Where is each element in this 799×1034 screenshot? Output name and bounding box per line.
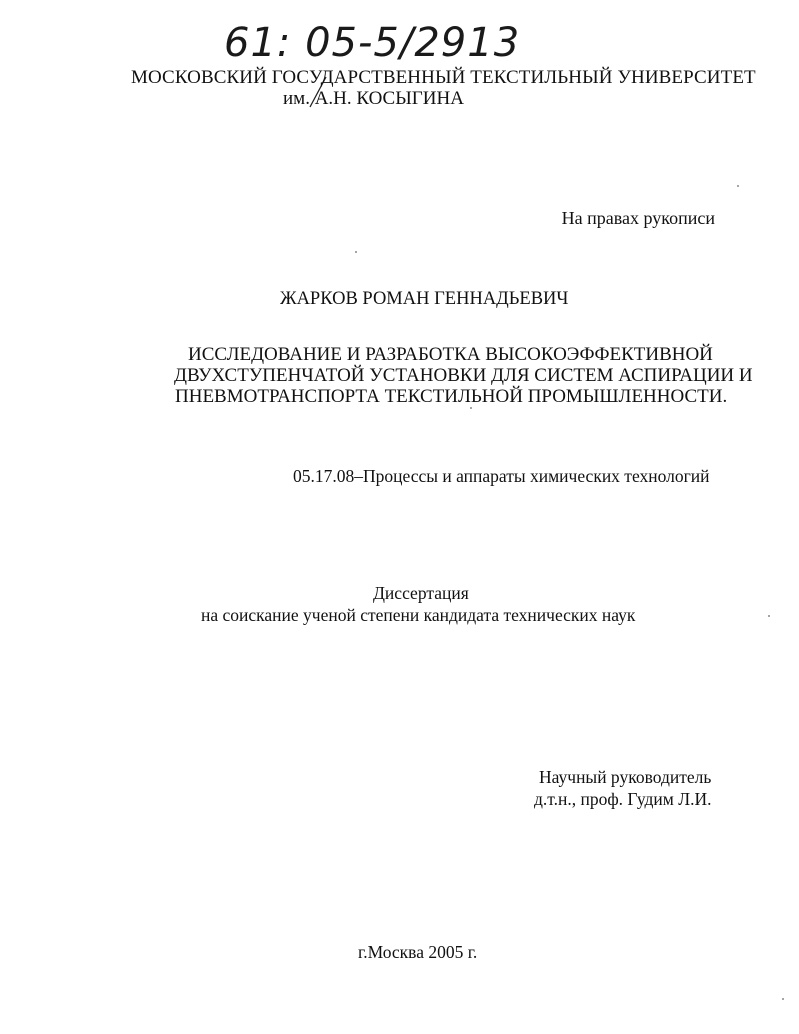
university-name-line2: им. А.Н. КОСЫГИНА xyxy=(283,88,464,109)
specialty-code: 05.17.08–Процессы и аппараты химических технологий xyxy=(293,466,710,486)
supervisor-label: Научный руководитель xyxy=(539,767,712,787)
dissertation-label: Диссертация xyxy=(373,583,469,603)
scan-speck xyxy=(782,998,784,1000)
scan-speck xyxy=(355,251,357,253)
supervisor-name: д.т.н., проф. Гудим Л.И. xyxy=(534,789,712,809)
handwritten-number-drawing xyxy=(222,12,521,72)
scan-speck xyxy=(768,615,770,617)
university-name-line1: МОСКОВСКИЙ ГОСУДАРСТВЕННЫЙ ТЕКСТИЛЬНЫЙ УНИВЕРСИТЕТ xyxy=(131,67,756,88)
scan-speck xyxy=(737,185,739,187)
handwritten-number-text: 61: 05-5/2913 xyxy=(224,20,521,66)
degree-statement: на соискание ученой степени кандидата технических наук xyxy=(201,605,636,625)
scan-speck xyxy=(470,407,472,409)
author-name: ЖАРКОВ РОМАН ГЕННАДЬЕВИЧ xyxy=(280,289,569,309)
thesis-title-line3: ПНЕВМОТРАНСПОРТА ТЕКСТИЛЬНОЙ ПРОМЫШЛЕННОСТИ. xyxy=(175,386,728,407)
city-year: г.Москва 2005 г. xyxy=(358,942,478,962)
manuscript-rights-note: На правах рукописи xyxy=(561,208,715,228)
thesis-title-line2: ДВУХСТУПЕНЧАТОЙ УСТАНОВКИ ДЛЯ СИСТЕМ АСПИРАЦИИ И xyxy=(174,365,753,386)
handwritten-archive-number xyxy=(222,12,521,72)
thesis-title-line1: ИССЛЕДОВАНИЕ И РАЗРАБОТКА ВЫСОКОЭФФЕКТИВНОЙ xyxy=(188,344,713,365)
